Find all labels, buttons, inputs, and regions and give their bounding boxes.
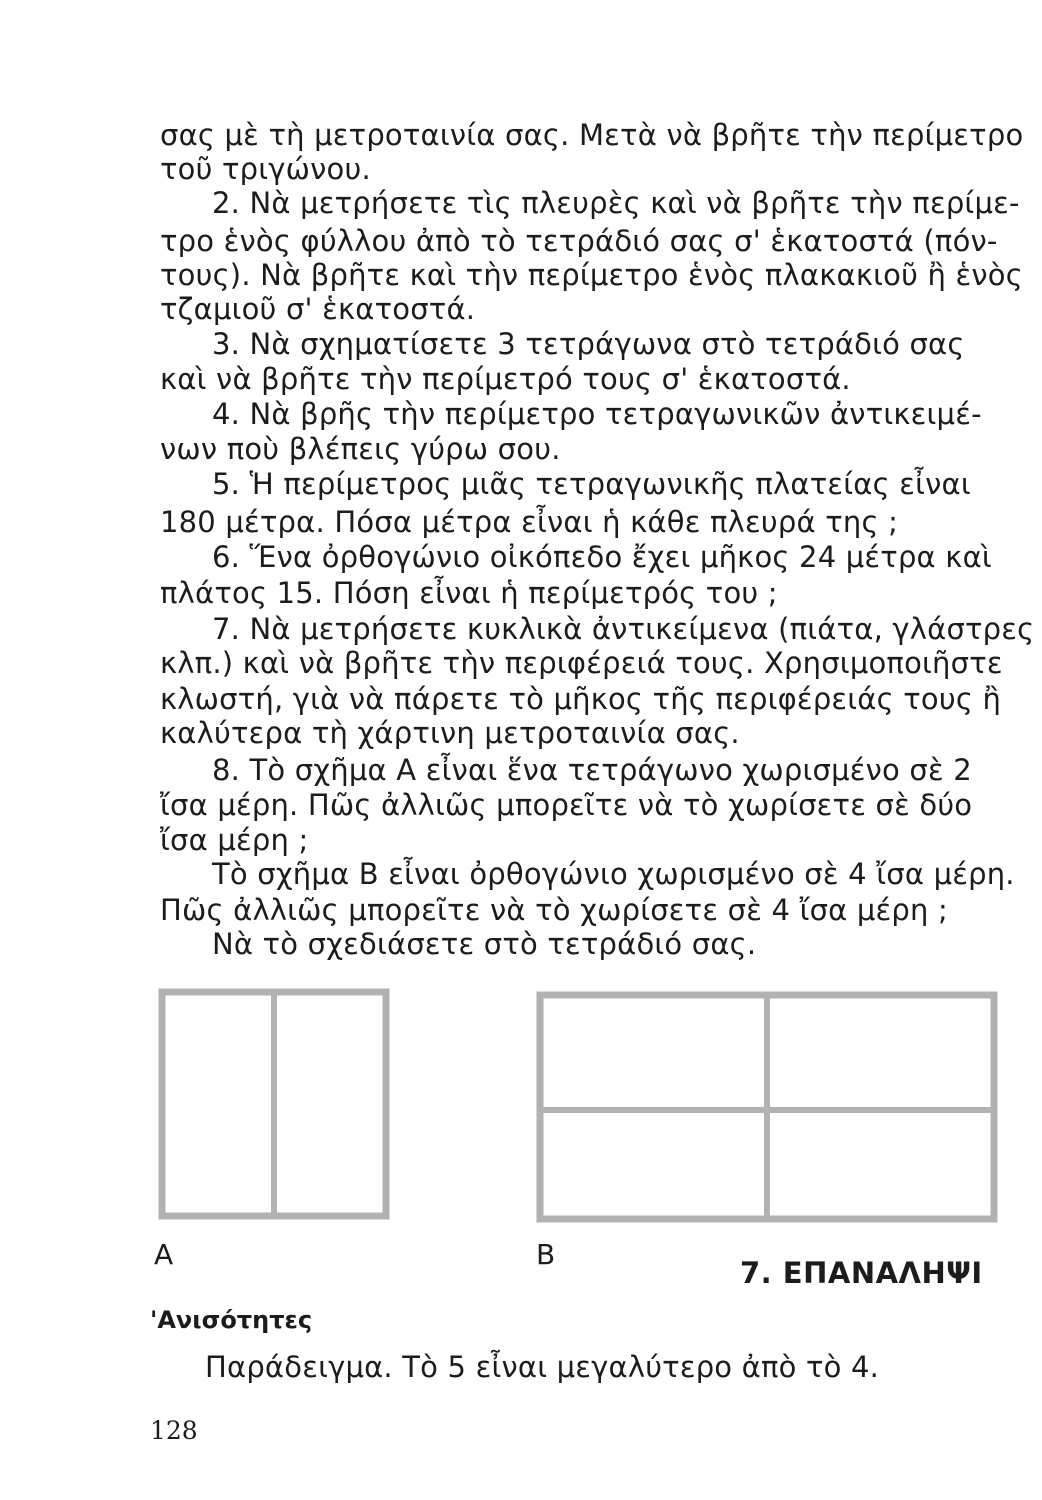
body-line: καὶ νὰ βρῆτε τὴν περίμετρό τους σ' ἑκατοστά. — [160, 362, 851, 396]
page-number: 128 — [150, 1416, 198, 1445]
body-line: Τὸ σχῆμα Β εἶναι ὀρθογώνιο χωρισμένο σὲ 4 ἴσα μέρη. — [212, 857, 1015, 891]
body-line: 4. Νὰ βρῆς τὴν περίμετρο τετραγωνικῶν ἀντικειμέ- — [212, 397, 982, 431]
body-line: τζαμιοῦ σ' ἑκατοστά. — [160, 292, 476, 326]
body-line: 6. Ἕνα ὀρθογώνιο οἰκόπεδο ἔχει μῆκος 24 μέτρα καὶ — [212, 540, 992, 574]
body-line: καλύτερα τὴ χάρτινη μετροταινία σας. — [160, 716, 740, 750]
body-line: Πῶς ἀλλιῶς μπορεῖτε νὰ τὸ χωρίσετε σὲ 4 ἴσα μέρη ; — [160, 893, 949, 927]
figure-b-label: B — [536, 1238, 556, 1271]
body-line: νων ποὺ βλέπεις γύρω σου. — [160, 432, 561, 466]
subheading-inequalities: 'Ανισότητες — [150, 1306, 313, 1334]
body-line: τρο ἑνὸς φύλλου ἀπὸ τὸ τετράδιό σας σ' ἑκατοστά (πόν- — [160, 224, 998, 258]
figure-b — [536, 991, 998, 1223]
body-line: 5. Ἡ περίμετρος μιᾶς τετραγωνικῆς πλατείας εἶναι — [212, 467, 971, 501]
body-line: τους). Νὰ βρῆτε καὶ τὴν περίμετρο ἑνὸς πλακακιοῦ ἢ ἑνὸς — [160, 258, 1023, 292]
body-line: σας μὲ τὴ μετροταινία σας. Μετὰ νὰ βρῆτε τὴν περίμετρο — [160, 118, 1024, 152]
body-line: κλπ.) καὶ νὰ βρῆτε τὴν περιφέρειά τους. Χρησιμοποιῆστε — [160, 646, 1003, 680]
figure-a-label: A — [154, 1238, 174, 1271]
body-line: Νὰ τὸ σχεδιάσετε στὸ τετράδιό σας. — [212, 927, 757, 961]
body-line: 2. Νὰ μετρήσετε τὶς πλευρὲς καὶ νὰ βρῆτε τὴν περίμε- — [212, 186, 1020, 220]
section-title: 7. ΕΠΑΝΑΛΗΨΙ — [740, 1256, 983, 1290]
example-line: Παράδειγμα. Τὸ 5 εἶναι μεγαλύτερο ἀπὸ τὸ 4. — [205, 1350, 880, 1384]
figure-a — [158, 988, 390, 1220]
body-line: κλωστή, γιὰ νὰ πάρετε τὸ μῆκος τῆς περιφέρειάς τους ἢ — [160, 682, 1002, 716]
body-line: τοῦ τριγώνου. — [160, 152, 371, 186]
body-line: 7. Νὰ μετρήσετε κυκλικὰ ἀντικείμενα (πιάτα, γλάστρες — [212, 612, 1035, 646]
body-line: 180 μέτρα. Πόσα μέτρα εἶναι ἡ κάθε πλευρά της ; — [160, 505, 899, 539]
body-line: πλάτος 15. Πόση εἶναι ἡ περίμετρός του ; — [160, 576, 778, 610]
body-line: 8. Τὸ σχῆμα Α εἶναι ἕνα τετράγωνο χωρισμένο σὲ 2 — [212, 753, 972, 787]
body-line: ἴσα μέρη ; — [160, 823, 309, 857]
body-line: ἴσα μέρη. Πῶς ἀλλιῶς μπορεῖτε νὰ τὸ χωρίσετε σὲ δύο — [160, 788, 973, 822]
body-line: 3. Νὰ σχηματίσετε 3 τετράγωνα στὸ τετράδιό σας — [212, 327, 965, 361]
